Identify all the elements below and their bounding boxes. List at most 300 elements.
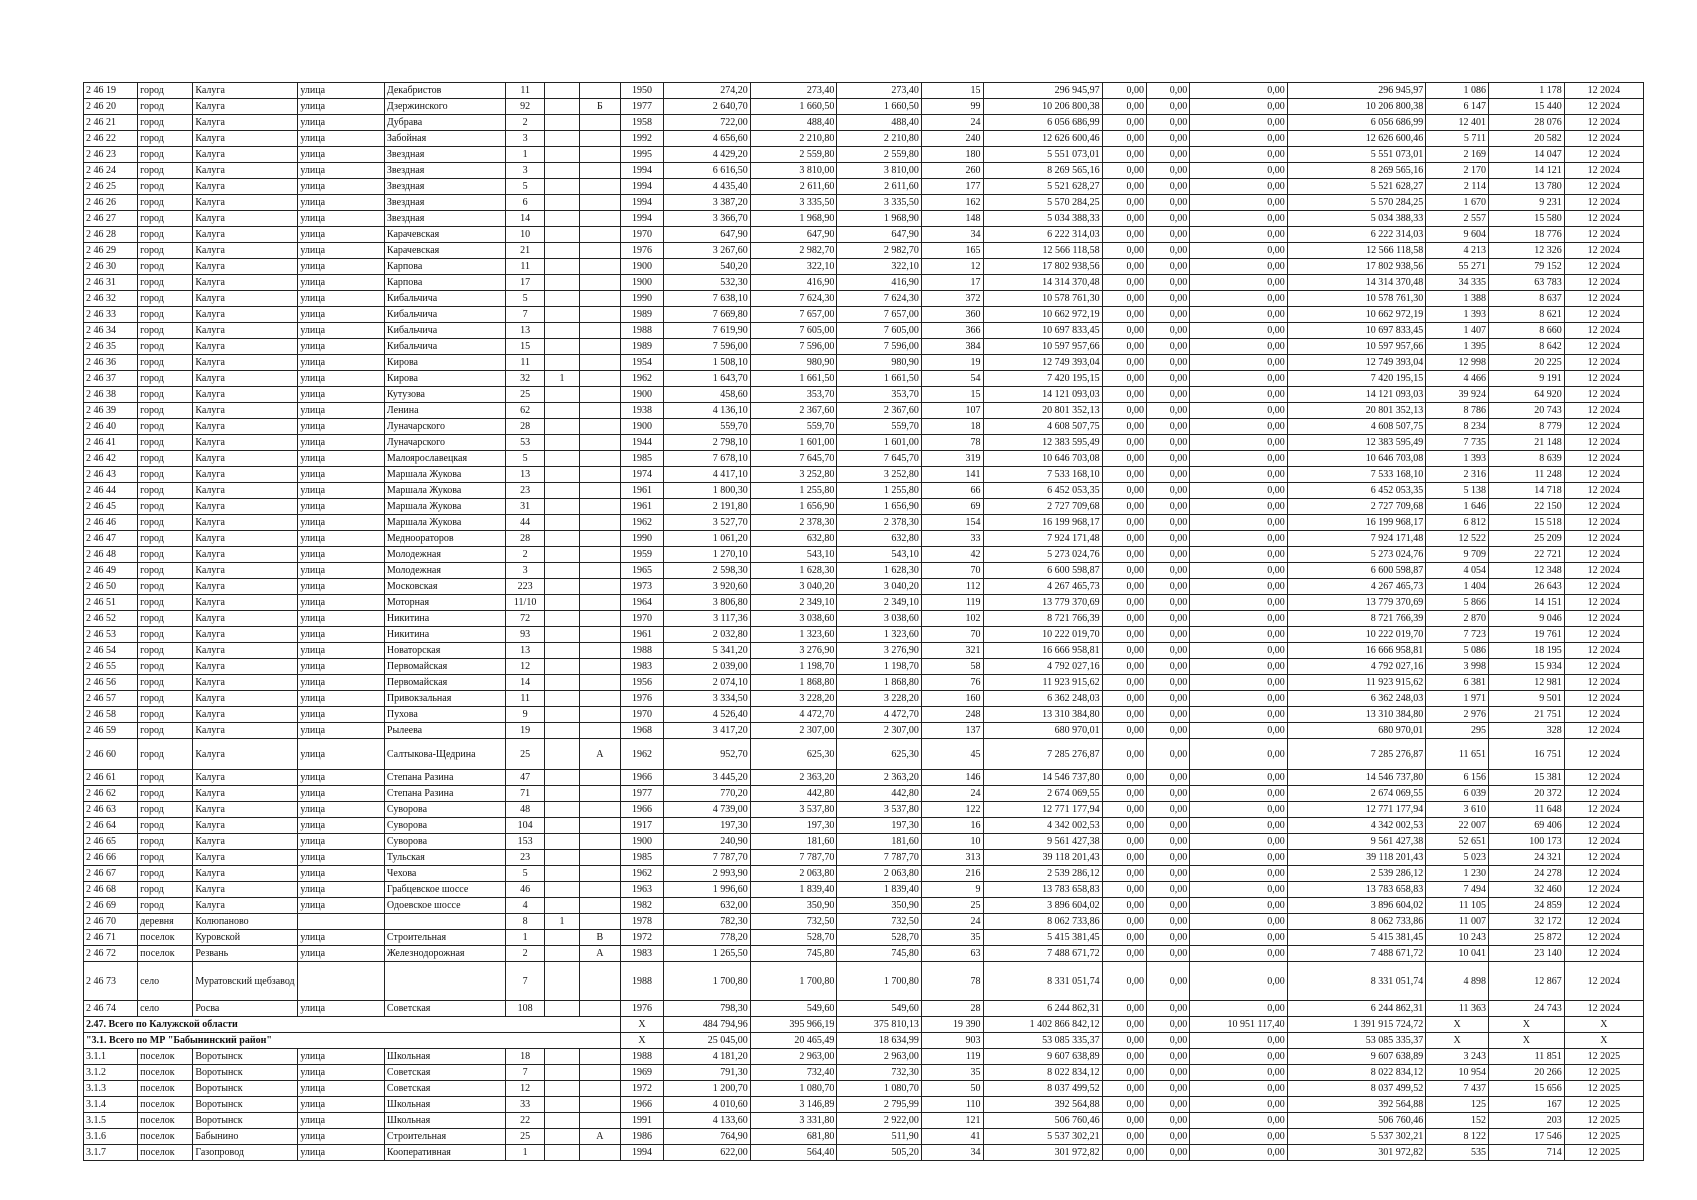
table-row (84, 99, 1644, 115)
table-cell: 12 2024 (1564, 371, 1643, 387)
table-cell: 0,00 (1146, 1145, 1189, 1161)
table-cell: 15 656 (1489, 1081, 1565, 1097)
table-row (84, 882, 1644, 898)
table-cell: 0,00 (1102, 866, 1146, 882)
table-cell: 122 (921, 802, 983, 818)
table-cell: 3 445,20 (664, 770, 751, 786)
total-cell-c3: 10 951 117,40 (1190, 1017, 1287, 1033)
table-cell: улица (298, 403, 385, 419)
table-cell: 2 46 31 (84, 275, 138, 291)
table-cell: Маршала Жукова (384, 483, 505, 499)
table-cell: 1 200,70 (664, 1081, 751, 1097)
table-row (84, 850, 1644, 866)
table-cell: город (138, 275, 193, 291)
table-cell: Малоярославецкая (384, 451, 505, 467)
table-cell: 12 2024 (1564, 499, 1643, 515)
table-cell: 0,00 (1190, 387, 1287, 403)
table-cell: Калуга (193, 179, 298, 195)
table-cell: 0,00 (1146, 627, 1189, 643)
table-cell: 0,00 (1102, 515, 1146, 531)
table-row (84, 163, 1644, 179)
table-cell: 12 2024 (1564, 579, 1643, 595)
table-cell: 10 697 833,45 (983, 323, 1102, 339)
table-cell: 2 46 57 (84, 691, 138, 707)
table-cell: 764,90 (664, 1129, 751, 1145)
table-cell: 3 (506, 563, 545, 579)
table-cell: 1966 (620, 802, 663, 818)
table-cell: 1965 (620, 563, 663, 579)
table-cell (545, 675, 580, 691)
table-cell: 0,00 (1146, 818, 1189, 834)
table-row (84, 339, 1644, 355)
table-cell (545, 275, 580, 291)
table-row (84, 930, 1644, 946)
total-cell-cost_total: 1 402 866 842,12 (983, 1017, 1102, 1033)
table-cell: 24 (921, 914, 983, 930)
total-cell-label: "3.1. Всего по МР "Бабынинский район" (84, 1033, 621, 1049)
table-cell: 1961 (620, 627, 663, 643)
table-cell: 13 (506, 467, 545, 483)
table-cell: 2 032,80 (664, 627, 751, 643)
table-cell: 2 46 20 (84, 99, 138, 115)
table-cell: 177 (921, 179, 983, 195)
table-cell: 50 (921, 1081, 983, 1097)
table-cell: 2 46 68 (84, 882, 138, 898)
table-cell (545, 627, 580, 643)
table-cell: 25 (506, 387, 545, 403)
table-cell: 2 922,00 (837, 1113, 921, 1129)
table-cell: 9 607 638,89 (983, 1049, 1102, 1065)
table-cell: улица (298, 643, 385, 659)
table-cell: 6 600 598,87 (1287, 563, 1426, 579)
table-cell: 12 2025 (1564, 1049, 1643, 1065)
table-cell: 0,00 (1190, 179, 1287, 195)
table-cell: 167 (1489, 1097, 1565, 1113)
table-cell: 4 466 (1426, 371, 1489, 387)
table-cell: 321 (921, 643, 983, 659)
table-cell: 0,00 (1102, 1129, 1146, 1145)
table-cell: 10 243 (1426, 930, 1489, 946)
table-cell: 3.1.7 (84, 1145, 138, 1161)
table-row (84, 547, 1644, 563)
table-cell: 392 564,88 (983, 1097, 1102, 1113)
table-cell: 7 596,00 (837, 339, 921, 355)
table-cell: улица (298, 515, 385, 531)
table-cell: 1 628,30 (837, 563, 921, 579)
table-cell: 20 266 (1489, 1065, 1565, 1081)
table-cell: 12 2024 (1564, 147, 1643, 163)
table-cell: 559,70 (750, 419, 837, 435)
table-cell: 15 440 (1489, 99, 1565, 115)
table-cell: 181,60 (750, 834, 837, 850)
table-cell: 1989 (620, 307, 663, 323)
table-cell: 8 022 834,12 (1287, 1065, 1426, 1081)
table-cell: 18 195 (1489, 643, 1565, 659)
table-cell: 1 255,80 (750, 483, 837, 499)
table-cell (545, 451, 580, 467)
table-cell: 1 265,50 (664, 946, 751, 962)
table-cell: 798,30 (664, 1001, 751, 1017)
table-cell: Карпова (384, 275, 505, 291)
table-cell (545, 163, 580, 179)
table-cell: 0,00 (1102, 611, 1146, 627)
table-cell: 392 564,88 (1287, 1097, 1426, 1113)
table-cell: Калуга (193, 355, 298, 371)
table-cell: 1 800,30 (664, 483, 751, 499)
table-cell: 0,00 (1190, 163, 1287, 179)
table-cell: 442,80 (837, 786, 921, 802)
table-cell: улица (298, 866, 385, 882)
table-cell: 778,20 (664, 930, 751, 946)
table-cell: 0,00 (1146, 515, 1189, 531)
table-cell: 2 210,80 (837, 131, 921, 147)
table-cell: 2 963,00 (837, 1049, 921, 1065)
table-cell (579, 371, 620, 387)
table-cell: Степана Разина (384, 770, 505, 786)
table-row (84, 1145, 1644, 1161)
table-cell: 505,20 (837, 1145, 921, 1161)
table-cell: 1970 (620, 707, 663, 723)
table-cell: 4 417,10 (664, 467, 751, 483)
table-row (84, 739, 1644, 770)
table-cell: 1 198,70 (837, 659, 921, 675)
table-cell (545, 339, 580, 355)
table-cell: 8 062 733,86 (1287, 914, 1426, 930)
table-cell: 2 46 47 (84, 531, 138, 547)
table-cell: 8 062 733,86 (983, 914, 1102, 930)
table-cell: 1954 (620, 355, 663, 371)
table-cell (579, 163, 620, 179)
table-row (84, 419, 1644, 435)
table-cell: 0,00 (1146, 563, 1189, 579)
table-cell: 12 348 (1489, 563, 1565, 579)
table-cell: 248 (921, 707, 983, 723)
table-cell: 31 (506, 499, 545, 515)
table-cell: улица (298, 275, 385, 291)
table-cell: 66 (921, 483, 983, 499)
table-cell: 301 972,82 (1287, 1145, 1426, 1161)
table-cell (545, 115, 580, 131)
table-cell: 5 273 024,76 (983, 547, 1102, 563)
table-cell: 273,40 (837, 83, 921, 99)
table-cell: 63 783 (1489, 275, 1565, 291)
table-cell: Кооперативная (384, 1145, 505, 1161)
table-cell: 12 2024 (1564, 355, 1643, 371)
table-cell: 260 (921, 163, 983, 179)
table-cell (579, 914, 620, 930)
table-cell: 6 156 (1426, 770, 1489, 786)
table-cell: 17 802 938,56 (983, 259, 1102, 275)
table-cell: 2 46 54 (84, 643, 138, 659)
table-cell: 732,30 (837, 1065, 921, 1081)
table-cell: 12 326 (1489, 243, 1565, 259)
table-cell: 10 206 800,38 (1287, 99, 1426, 115)
table-cell: улица (298, 147, 385, 163)
table-cell: 1 996,60 (664, 882, 751, 898)
table-cell: 10 041 (1426, 946, 1489, 962)
table-cell: 0,00 (1146, 83, 1189, 99)
table-cell: 8 786 (1426, 403, 1489, 419)
table-cell: Калуга (193, 99, 298, 115)
table-cell: 1 700,80 (750, 962, 837, 1001)
table-cell: улица (298, 531, 385, 547)
table-cell: 0,00 (1102, 723, 1146, 739)
table-cell (579, 1001, 620, 1017)
table-cell: 0,00 (1102, 786, 1146, 802)
table-cell: 2 46 39 (84, 403, 138, 419)
table-cell: Железнодорожная (384, 946, 505, 962)
table-cell: 14 121 093,03 (983, 387, 1102, 403)
table-cell: Кутузова (384, 387, 505, 403)
table-cell: 1969 (620, 1065, 663, 1081)
table-cell: 1983 (620, 659, 663, 675)
table-cell: 2 46 73 (84, 962, 138, 1001)
table-cell (579, 195, 620, 211)
table-cell: 69 406 (1489, 818, 1565, 834)
table-cell: 15 (921, 387, 983, 403)
table-cell: поселок (138, 1097, 193, 1113)
table-cell: 5 341,20 (664, 643, 751, 659)
table-cell: 11/10 (506, 595, 545, 611)
table-cell: город (138, 195, 193, 211)
table-cell: 2 46 55 (84, 659, 138, 675)
table-cell: 295 (1426, 723, 1489, 739)
table-cell: Калуга (193, 866, 298, 882)
table-cell: 2 46 60 (84, 739, 138, 770)
table-cell: 0,00 (1190, 227, 1287, 243)
table-cell: 0,00 (1102, 1097, 1146, 1113)
table-cell: 2 46 53 (84, 627, 138, 643)
table-cell: 2 169 (1426, 147, 1489, 163)
table-cell: 58 (921, 659, 983, 675)
table-cell: 12 2024 (1564, 467, 1643, 483)
table-cell: улица (298, 850, 385, 866)
table-cell: 1 660,50 (750, 99, 837, 115)
table-cell (545, 1081, 580, 1097)
table-cell: 4 133,60 (664, 1113, 751, 1129)
table-cell: 322,10 (837, 259, 921, 275)
table-cell: 20 225 (1489, 355, 1565, 371)
table-cell: 0,00 (1146, 675, 1189, 691)
table-cell: 12 566 118,58 (983, 243, 1102, 259)
table-cell: 274,20 (664, 83, 751, 99)
table-cell: 2 46 41 (84, 435, 138, 451)
table-cell: 35 (921, 930, 983, 946)
table-cell: 4 435,40 (664, 179, 751, 195)
table-cell: 14 (506, 675, 545, 691)
table-cell: 543,10 (837, 547, 921, 563)
table-cell: 7 605,00 (750, 323, 837, 339)
table-cell: 78 (921, 962, 983, 1001)
table-cell: Воротынск (193, 1049, 298, 1065)
table-cell (545, 467, 580, 483)
table-cell: 12 2024 (1564, 163, 1643, 179)
table-cell: 1 080,70 (837, 1081, 921, 1097)
table-cell: Калуга (193, 802, 298, 818)
table-cell (579, 275, 620, 291)
table-cell: Воротынск (193, 1065, 298, 1081)
table-cell: Калуга (193, 483, 298, 499)
table-cell (545, 323, 580, 339)
table-cell: город (138, 675, 193, 691)
table-row (84, 131, 1644, 147)
table-cell (545, 1129, 580, 1145)
table-cell: город (138, 659, 193, 675)
table-cell (579, 834, 620, 850)
table-cell: 14 314 370,48 (983, 275, 1102, 291)
table-cell: 1964 (620, 595, 663, 611)
table-cell: 2 46 19 (84, 83, 138, 99)
table-cell: 0,00 (1102, 1081, 1146, 1097)
table-cell: 79 152 (1489, 259, 1565, 275)
table-cell: 26 643 (1489, 579, 1565, 595)
table-cell: 154 (921, 515, 983, 531)
table-cell: 1962 (620, 371, 663, 387)
table-cell: 33 (921, 531, 983, 547)
table-cell: 0,00 (1190, 275, 1287, 291)
table-cell: 1917 (620, 818, 663, 834)
table-cell: 0,00 (1102, 163, 1146, 179)
table-cell: 12 2025 (1564, 1081, 1643, 1097)
table-cell: Газопровод (193, 1145, 298, 1161)
table-cell: Калуга (193, 403, 298, 419)
table-cell: Звездная (384, 147, 505, 163)
table-cell: 10 597 957,66 (1287, 339, 1426, 355)
table-cell (545, 83, 580, 99)
table-row (84, 866, 1644, 882)
table-cell (298, 914, 385, 930)
table-cell: улица (298, 739, 385, 770)
table-cell: Калуга (193, 691, 298, 707)
table-cell: 2 46 58 (84, 707, 138, 723)
table-cell: 14 718 (1489, 483, 1565, 499)
table-cell: 9 561 427,38 (983, 834, 1102, 850)
table-cell: 12 2024 (1564, 403, 1643, 419)
table-cell: Калуга (193, 291, 298, 307)
table-cell: 16 199 968,17 (1287, 515, 1426, 531)
table-cell: 2 870 (1426, 611, 1489, 627)
table-cell: Маршала Жукова (384, 467, 505, 483)
table-cell: улица (298, 291, 385, 307)
table-cell: 12 2024 (1564, 675, 1643, 691)
table-cell: Звездная (384, 163, 505, 179)
table-cell: 0,00 (1190, 483, 1287, 499)
table-cell: 2 598,30 (664, 563, 751, 579)
table-cell: 12 2024 (1564, 1001, 1643, 1017)
table-cell: 0,00 (1102, 451, 1146, 467)
table-cell: 2 539 286,12 (983, 866, 1102, 882)
table-cell (545, 643, 580, 659)
table-row (84, 675, 1644, 691)
table-cell: 3 040,20 (837, 579, 921, 595)
table-cell: город (138, 850, 193, 866)
table-cell: 0,00 (1190, 675, 1287, 691)
table-cell: 3 610 (1426, 802, 1489, 818)
table-cell: 0,00 (1146, 179, 1189, 195)
table-cell: 0,00 (1190, 1001, 1287, 1017)
table-cell: 980,90 (837, 355, 921, 371)
table-cell: 0,00 (1190, 323, 1287, 339)
table-cell: 680 970,01 (983, 723, 1102, 739)
table-cell: 2 46 49 (84, 563, 138, 579)
table-cell: 2 559,80 (837, 147, 921, 163)
table-cell: 549,60 (750, 1001, 837, 1017)
table-cell: город (138, 435, 193, 451)
table-cell: 20 372 (1489, 786, 1565, 802)
table-cell: 1 656,90 (750, 499, 837, 515)
table-cell: город (138, 739, 193, 770)
table-cell: 15 381 (1489, 770, 1565, 786)
table-cell: 6 (506, 195, 545, 211)
table-cell: Молодежная (384, 547, 505, 563)
table-cell: 0,00 (1102, 403, 1146, 419)
table-cell: 41 (921, 1129, 983, 1145)
table-cell: 2 46 23 (84, 147, 138, 163)
table-cell: 14 546 737,80 (983, 770, 1102, 786)
table-cell (579, 259, 620, 275)
table-cell: 7 533 168,10 (1287, 467, 1426, 483)
table-cell: 273,40 (750, 83, 837, 99)
table-cell: поселок (138, 1065, 193, 1081)
table-cell: Кирова (384, 371, 505, 387)
table-cell: 11 (506, 355, 545, 371)
table-cell: Декабристов (384, 83, 505, 99)
table-cell: 0,00 (1190, 451, 1287, 467)
table-cell: 4 792 027,16 (983, 659, 1102, 675)
table-cell: 15 (506, 339, 545, 355)
table-cell: 24 278 (1489, 866, 1565, 882)
table-cell: 0,00 (1102, 355, 1146, 371)
table-cell: 2 976 (1426, 707, 1489, 723)
table-cell: 416,90 (837, 275, 921, 291)
table-cell: 1988 (620, 962, 663, 1001)
table-cell: город (138, 691, 193, 707)
table-cell (579, 627, 620, 643)
table-cell: деревня (138, 914, 193, 930)
table-cell: 0,00 (1146, 147, 1189, 163)
table-cell: 52 651 (1426, 834, 1489, 850)
table-cell: 0,00 (1190, 547, 1287, 563)
table-cell: Чехова (384, 866, 505, 882)
table-cell: 647,90 (750, 227, 837, 243)
table-cell: 6 600 598,87 (983, 563, 1102, 579)
table-row (84, 435, 1644, 451)
table-cell: 137 (921, 723, 983, 739)
table-cell: 0,00 (1190, 914, 1287, 930)
table-cell: улица (298, 595, 385, 611)
table-cell: 7 488 671,72 (1287, 946, 1426, 962)
table-cell: 24 859 (1489, 898, 1565, 914)
table-cell (545, 739, 580, 770)
table-cell: улица (298, 1001, 385, 1017)
table-cell: 0,00 (1146, 211, 1189, 227)
table-cell: 6 222 314,03 (983, 227, 1102, 243)
table-cell: 0,00 (1102, 339, 1146, 355)
table-cell: 2 982,70 (837, 243, 921, 259)
table-cell: 319 (921, 451, 983, 467)
table-cell: 1 080,70 (750, 1081, 837, 1097)
table-cell: 2 46 35 (84, 339, 138, 355)
table-cell: 4 898 (1426, 962, 1489, 1001)
table-cell: 10 954 (1426, 1065, 1489, 1081)
table-cell: 2 46 52 (84, 611, 138, 627)
table-cell: Суворова (384, 834, 505, 850)
table-row (84, 275, 1644, 291)
table-row (84, 802, 1644, 818)
table-cell: Советская (384, 1065, 505, 1081)
table-cell: 0,00 (1146, 435, 1189, 451)
table-cell: 2 349,10 (837, 595, 921, 611)
